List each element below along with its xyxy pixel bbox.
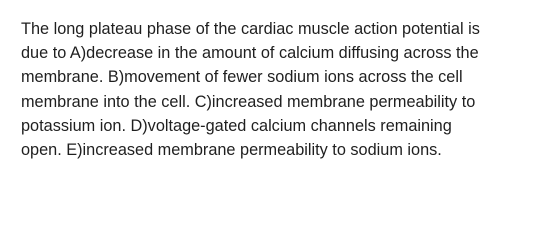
question-text <box>21 17 551 162</box>
question-line: due to A)decrease in the amount of calcium diffusing across the <box>21 44 479 63</box>
question-line: membrane into the cell. C)increased membrane permeability to <box>21 92 476 111</box>
question-line: open. E)increased membrane permeability to sodium ions. <box>21 141 442 160</box>
question-line: membrane. B)movement of fewer sodium ions across the cell <box>21 68 463 87</box>
question-line: The long plateau phase of the cardiac muscle action potential is <box>21 20 480 38</box>
question-line: potassium ion. D)voltage-gated calcium channels remaining <box>21 116 452 135</box>
